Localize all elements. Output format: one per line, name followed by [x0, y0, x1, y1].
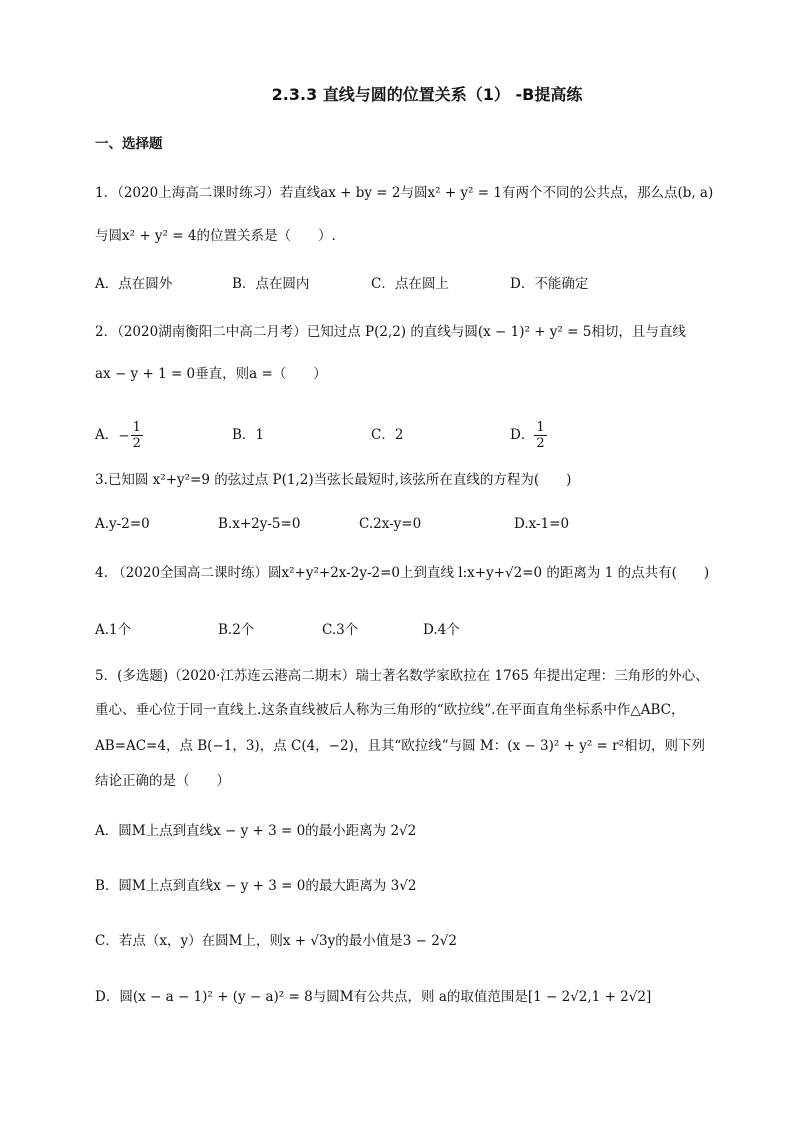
q1-stem-line-2: 与圆x² + y² = 4的位置关系是（ ）. [95, 228, 336, 244]
q5-stem-line-3: AB=AC=4，点 B(−1，3)，点 C(4，−2)，且其“欧拉线”与圆 M：(x − 3)² + y² = r²相切，则下列 [95, 738, 705, 754]
q2-option-a-numerator: 1 [132, 420, 141, 435]
q3-option-a: A.y-2=0 [95, 516, 150, 532]
q4-option-b: B.2个 [218, 622, 255, 638]
q3-stem: 3.已知圆 x²+y²=9 的弦过点 P(1,2)当弦长最短时,该弦所在直线的方程为( ) [95, 472, 572, 488]
q2-option-a-label: A． [95, 427, 119, 443]
q2-option-d-label: D． [510, 427, 535, 443]
q2-option-a-sign: − [118, 427, 130, 444]
q5-option-c: C．若点（x，y）在圆M上，则x + √3y的最小值是3 − 2√2 [95, 933, 457, 949]
q2-option-b: B．1 [232, 427, 265, 443]
q5-option-a: A．圆M上点到直线x − y + 3 = 0的最小距离为 2√2 [95, 823, 417, 839]
q1-stem-line-1: 1．（2020上海高二课时练习）若直线ax + by = 2与圆x² + y² = 1有两个不同的公共点，那么点(b, a) [95, 185, 714, 201]
section-heading: 一、选择题 [95, 136, 163, 152]
q1-option-b: B．点在圆内 [232, 276, 310, 292]
q2-option-d [510, 418, 547, 452]
q1-option-d: D．不能确定 [510, 276, 589, 292]
q5-stem-line-2: 重心、垂心位于同一直线上.这条直线被后人称为三角形的“欧拉线”.在平面直角坐标系中作△ABC， [95, 702, 685, 718]
q2-option-c: C．2 [371, 427, 404, 443]
q1-option-c: C．点在圆上 [371, 276, 449, 292]
q5-option-b: B．圆M上点到直线x − y + 3 = 0的最大距离为 3√2 [95, 878, 417, 894]
q2-option-a-denominator: 2 [132, 436, 141, 451]
q3-option-b: B.x+2y-5=0 [218, 516, 301, 532]
q2-stem-line-2: ax − y + 1 = 0垂直，则a =（ ） [95, 366, 327, 382]
q2-option-a [95, 418, 143, 453]
q4-stem: 4. （2020全国高二课时练）圆x²+y²+2x-2y-2=0上到直线 l:x+y+√2=0 的距离为 1 的点共有( ) [95, 565, 710, 581]
q2-stem-line-1: 2．（2020湖南衡阳二中高二月考）已知过点 P(2,2) 的直线与圆(x − 1)² + y² = 5相切，且与直线 [95, 324, 686, 340]
q3-option-c: C.2x-y=0 [359, 516, 422, 532]
q1-option-a: A．点在圆外 [95, 276, 173, 292]
q4-option-c: C.3个 [322, 622, 359, 638]
q2-option-a-fraction [131, 420, 143, 451]
q5-stem-line-1: 5．(多选题)（2020·江苏连云港高二期末）瑞士著名数学家欧拉在 1765 年提出定理：三角形的外心、 [95, 668, 709, 684]
q4-option-d: D.4个 [423, 622, 460, 638]
q5-stem-line-4: 结论正确的是（ ） [95, 773, 230, 789]
q2-option-d-fraction [534, 420, 546, 451]
q3-option-d: D.x-1=0 [514, 516, 570, 532]
q2-option-d-denominator: 2 [536, 436, 545, 451]
q2-option-d-numerator: 1 [536, 420, 545, 435]
q4-option-a: A.1个 [95, 622, 132, 638]
document-title: 2.3.3 直线与圆的位置关系（1） -B提高练 [271, 85, 583, 104]
q5-option-d: D．圆(x − a − 1)² + (y − a)² = 8与圆M有公共点，则 a的取值范围是[1 − 2√2,1 + 2√2] [95, 989, 652, 1005]
